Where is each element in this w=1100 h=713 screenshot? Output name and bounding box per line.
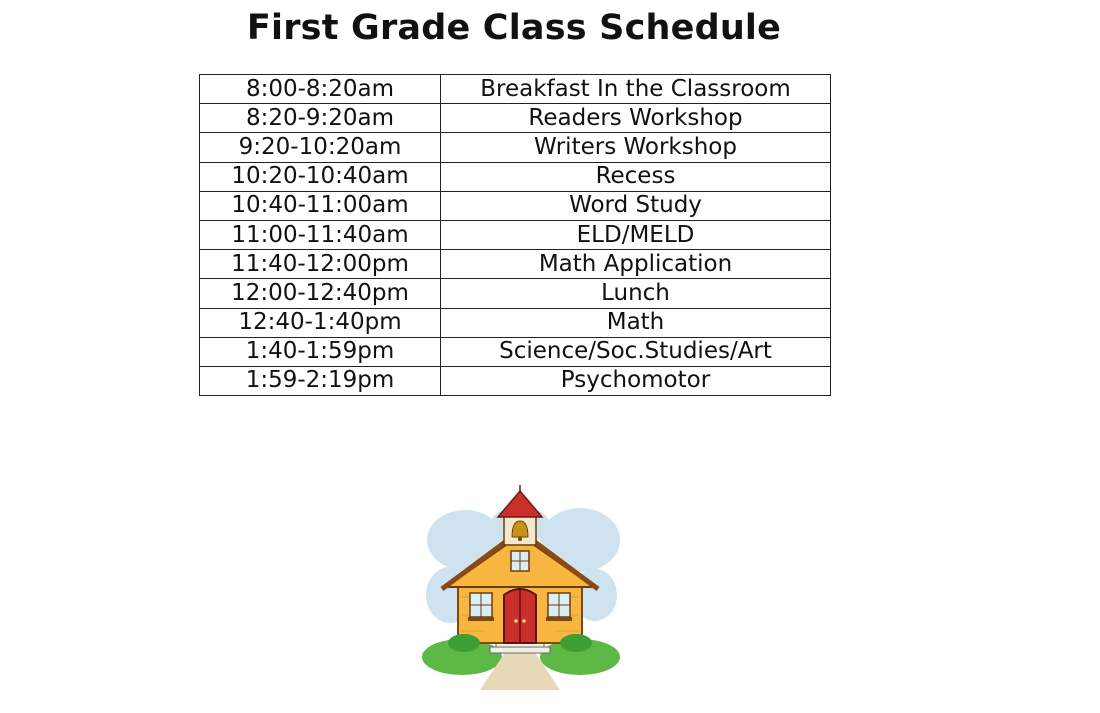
table-row [200, 250, 831, 279]
time-cell: 11:00-11:40am [200, 220, 441, 249]
schoolhouse-icon [420, 485, 620, 690]
activity-cell: Recess [441, 162, 831, 191]
activity-cell: Science/Soc.Studies/Art [441, 337, 831, 366]
schedule-table [199, 74, 831, 396]
time-cell: 1:59-2:19pm [200, 366, 441, 395]
activity-cell: Math [441, 308, 831, 337]
table-row [200, 337, 831, 366]
activity-cell: Lunch [441, 279, 831, 308]
table-row [200, 104, 831, 133]
time-cell: 12:40-1:40pm [200, 308, 441, 337]
activity-cell: Readers Workshop [441, 104, 831, 133]
table-row [200, 366, 831, 395]
time-cell: 10:40-11:00am [200, 191, 441, 220]
activity-cell: Breakfast In the Classroom [441, 75, 831, 104]
table-row [200, 162, 831, 191]
bell-icon [512, 521, 528, 537]
table-row [200, 308, 831, 337]
table-row [200, 133, 831, 162]
table-row [200, 279, 831, 308]
time-cell: 1:40-1:59pm [200, 337, 441, 366]
activity-cell: Word Study [441, 191, 831, 220]
time-cell: 8:20-9:20am [200, 104, 441, 133]
time-cell: 9:20-10:20am [200, 133, 441, 162]
activity-cell: ELD/MELD [441, 220, 831, 249]
activity-cell: Math Application [441, 250, 831, 279]
table-row [200, 191, 831, 220]
activity-cell: Writers Workshop [441, 133, 831, 162]
time-cell: 12:00-12:40pm [200, 279, 441, 308]
table-row [200, 75, 831, 104]
time-cell: 8:00-8:20am [200, 75, 441, 104]
time-cell: 11:40-12:00pm [200, 250, 441, 279]
activity-cell: Psychomotor [441, 366, 831, 395]
table-row [200, 220, 831, 249]
time-cell: 10:20-10:40am [200, 162, 441, 191]
page-title: First Grade Class Schedule [246, 8, 782, 48]
step [490, 647, 550, 653]
